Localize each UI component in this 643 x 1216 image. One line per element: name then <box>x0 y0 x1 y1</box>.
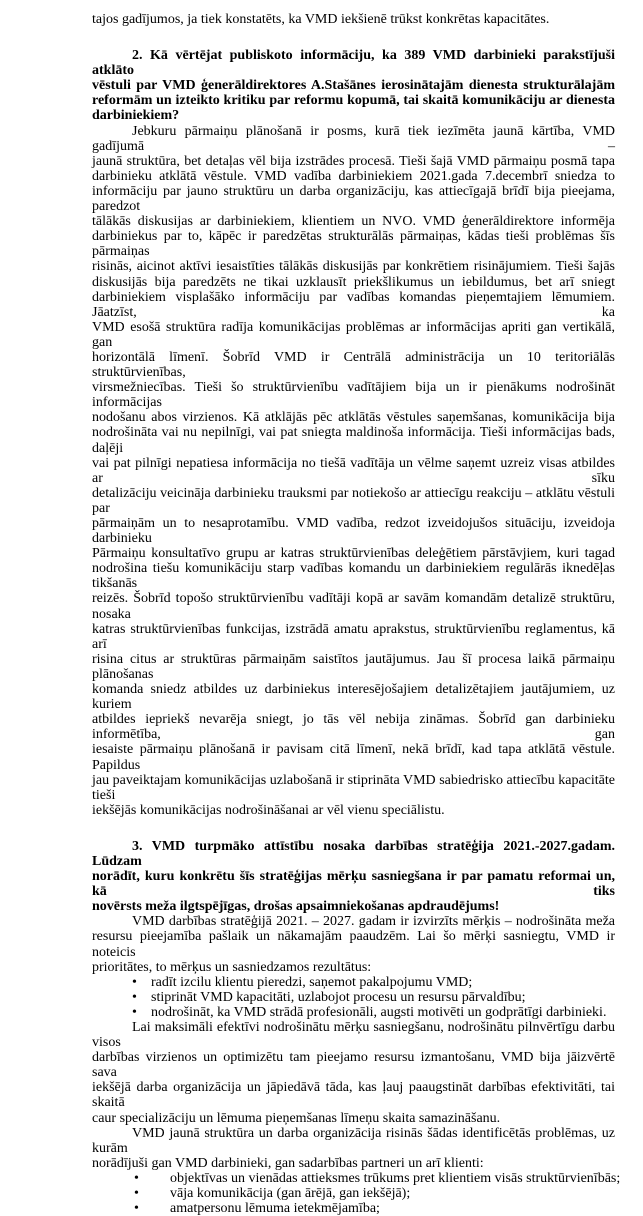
bullet-icon: • <box>132 989 137 1005</box>
bullet-list <box>92 1170 621 1216</box>
text-line: norādīt, kuru konkrētu šīs stratēģijas mērķu sasniegšana ir par pamatu reformai un, kā tiks <box>92 869 615 900</box>
text-line: VMD esošā struktūra radīja komunikācijas problēmas ar informācijas apriti gan vertikālā, gan <box>92 319 615 350</box>
text-line: darbiniekus par to, kāpēc ir paredzētas strukturālās pārmaiņas, kādas tieši problēmas šīs pārmaiņas <box>92 229 615 260</box>
bullet-list <box>92 975 615 1020</box>
text-line: virsmežniecības. Tieši šo struktūrvienību vadītājiem bija un ir pienākums nodrošināt informācijas <box>92 380 615 411</box>
text-line: detalizāciju veicināja darbinieku trauksmi par notiekošo ar attiecīgu reakciju – atklātu vēstuli par <box>92 485 615 516</box>
text-line: nodrošināta vai nu nepilnīgi, vai pat sniegta maldinoša informācija. Tieši informācijas bads, daļēji <box>92 425 615 456</box>
text-line: tālākās diskusijas ar darbiniekiem, klientiem un NVO. VMD ģenerāldirektore informēja <box>92 214 615 230</box>
text-line: nodrošina tiešu komunikāciju starp vadības komandu un darbiniekiem regulārās iknedēļas tikšanās <box>92 561 615 592</box>
text-line: diskusijās bija paredzēts ne tikai uzklausīt priekšlikumus un iebildumus, bet arī sniegt <box>92 274 615 290</box>
list-item-text: amatpersonu lēmuma ietekmējamība; <box>170 1201 380 1216</box>
text-line: iekšējā darba organizācija un jāpiedāvā tāda, kas ļauj paaugstināt darbības efektivitāti, tai skaitā <box>92 1080 615 1111</box>
text-line: novērsts meža ilgtspējīgas, drošas apsaimniekošanas apdraudējums! <box>92 899 500 915</box>
text-line: nodošanu abos virzienos. Kā atklājās pēc atklātās vēstules saņemšanas, komunikācija bija <box>92 410 615 426</box>
text-line: 2. Kā vērtējat publiskoto informāciju, ka 389 VMD darbinieki parakstījuši atklāto <box>92 48 615 79</box>
paragraph <box>92 124 615 818</box>
bullet-icon: • <box>132 974 137 990</box>
list-item <box>92 1201 615 1216</box>
text-line: risinās, aicinot aktīvi iesaistīties tālākās diskusijās par konkrētiem risinājumiem. Tieši šajās <box>92 259 615 275</box>
text-line: caur specializāciju un lēmuma pieņemšanas līmeņu skaita samazināšanu. <box>92 1110 501 1126</box>
paragraph <box>92 12 615 27</box>
text-line: komanda sniedz atbildes uz darbiniekus interesējošajiem detalizētajiem jautājumiem, uz kuriem <box>92 682 615 713</box>
list-item <box>92 1170 621 1186</box>
text-line: VMD jaunā struktūra un darba organizācija risinās šādas identificētās problēmas, uz kurām <box>92 1125 615 1156</box>
list-item-text: stiprināt VMD kapacitāti, uzlabojot procesu un resursu pārvaldību; <box>151 989 526 1005</box>
text-line: 3. VMD turpmāko attīstību nosaka darbības stratēģija 2021.-2027.gadam. Lūdzam <box>92 838 615 869</box>
text-line: jau paveiktajam komunikācijas uzlabošanā ir stiprināta VMD sabiedrisko attiecību kapacitāte tieši <box>92 772 615 803</box>
text-line: Jebkuru pārmaiņu plānošanā ir posms, kurā tiek iezīmēta jaunā kārtība, VMD gadījumā – <box>92 123 615 154</box>
text-line: horizontālā līmenī. Šobrīd VMD ir Centrālā administrācija un 10 teritoriālās struktūrvienības, <box>92 349 615 381</box>
bullet-icon: • <box>132 1004 137 1020</box>
list-item-text: objektīvas un vienādas attieksmes trūkums pret klientiem visās struktūrvienībās; <box>170 1170 621 1186</box>
text-line: reizēs. Šobrīd topošo struktūrvienību vadītāji kopā ar savām komandām detalizē struktūru, nosaka <box>92 591 615 622</box>
text-line: katras struktūrvienības funkcijas, izstrādā amatu aprakstus, struktūrvienību reglamentus, kā arī <box>92 621 615 652</box>
text-line: atbildes iepriekš nevarēja sniegt, jo tās vēl nebija zināmas. Šobrīd gan darbinieku informētība, gan <box>92 712 615 743</box>
text-line: tajos gadījumos, ja tiek konstatēts, ka VMD iekšienē trūkst konkrētas kapacitātes. <box>92 12 550 27</box>
bullet-icon: • <box>134 1186 139 1202</box>
list-item <box>92 1186 615 1201</box>
text-line: iesaiste pārmaiņu plānošanā ir pavisam citā līmenī, nekā brīdī, kad tapa atklātā vēstule. Papildus <box>92 742 615 773</box>
text-line: iekšējās komunikācijas nodrošināšanai ar vēl vienu speciālistu. <box>92 802 445 818</box>
paragraph <box>92 914 615 974</box>
paragraph <box>92 1126 615 1171</box>
bullet-icon: • <box>134 1170 139 1186</box>
list-item-text: vāja komunikācija (gan ārējā, gan iekšējā); <box>170 1186 411 1202</box>
document-page <box>92 12 621 1216</box>
text-line: risina citus ar struktūras pārmaiņām saistītos jautājumus. Jau šī procesa laikā pārmaiņu plānošanas <box>92 651 615 682</box>
question-heading <box>92 839 615 914</box>
text-line: VMD darbības stratēģijā 2021. – 2027. gadam ir izvirzīts mērķis – nodrošināta meža <box>132 914 615 930</box>
text-line: pārmaiņām un to nesaprotamību. VMD vadība, redzot izveidojušos situāciju, izveidoja darbinieku <box>92 516 615 547</box>
text-line: darbiniekiem? <box>92 108 180 124</box>
list-item <box>92 1005 615 1020</box>
text-line: Lai maksimāli efektīvi nodrošinātu mērķu sasniegšanu, nodrošinātu pilnvērtīgu darbu visos <box>92 1020 615 1051</box>
text-line: norādījuši gan VMD darbinieki, gan sadarbības partneri un arī klienti: <box>92 1155 484 1171</box>
text-line: Pārmaiņu konsultatīvo grupu ar katras struktūrvienības deleģētiem pārstāvjiem, kuri tagad <box>92 546 615 562</box>
text-line: darbības virzienos un optimizētu tam pieejamo resursu izmantošanu, VMD bija jāizvērtē sava <box>92 1050 615 1081</box>
text-line: darbinieku atklātā vēstule. VMD vadība darbiniekiem 2021.gada 7.decembrī sniedza to <box>92 168 615 184</box>
list-item-text: radīt izcilu klientu pieredzi, saņemot pakalpojumu VMD; <box>151 974 473 990</box>
bullet-icon: • <box>134 1201 139 1216</box>
list-item <box>92 990 615 1005</box>
text-line: vai pat pilnīgi nepatiesa informācija no tiešā vadītāja un vēlme saņemt uzreiz visas atbildes ar sīku <box>92 455 615 486</box>
list-item-text: nodrošināt, ka VMD strādā profesionāli, augsti motivēti un godprātīgi darbinieki. <box>151 1004 607 1020</box>
text-line: darbiniekiem visplašāko informāciju par vadības komandas pieņemtajiem lēmumiem. Jāatzīst, ka <box>92 289 615 320</box>
text-line: vēstuli par VMD ģenerāldirektores A.Stašānes ierosinātajām dienesta strukturālajām <box>92 78 615 94</box>
text-line: jaunā struktūra, bet detaļas vēl bija izstrādes procesā. Tieši šajā VMD pārmaiņu posmā tapa <box>92 153 615 169</box>
paragraph <box>92 1020 615 1126</box>
text-line: prioritātes, to mērķus un sasniedzamos rezultātus: <box>92 959 372 975</box>
question-heading <box>92 48 615 123</box>
list-item <box>92 975 615 990</box>
text-line: resursu pieejamība pašlaik un nākamajām paaudzēm. Lai šo mērķi sasniegtu, VMD ir noteicis <box>92 929 615 960</box>
text-line: reformām un izteikto kritiku par reformu kopumā, tai skaitā komunikāciju ar dienesta <box>92 93 615 109</box>
text-line: informāciju par jauno struktūru un darba organizāciju, kas attiecīgajā brīdī bija pieejama, paredzot <box>92 183 615 215</box>
